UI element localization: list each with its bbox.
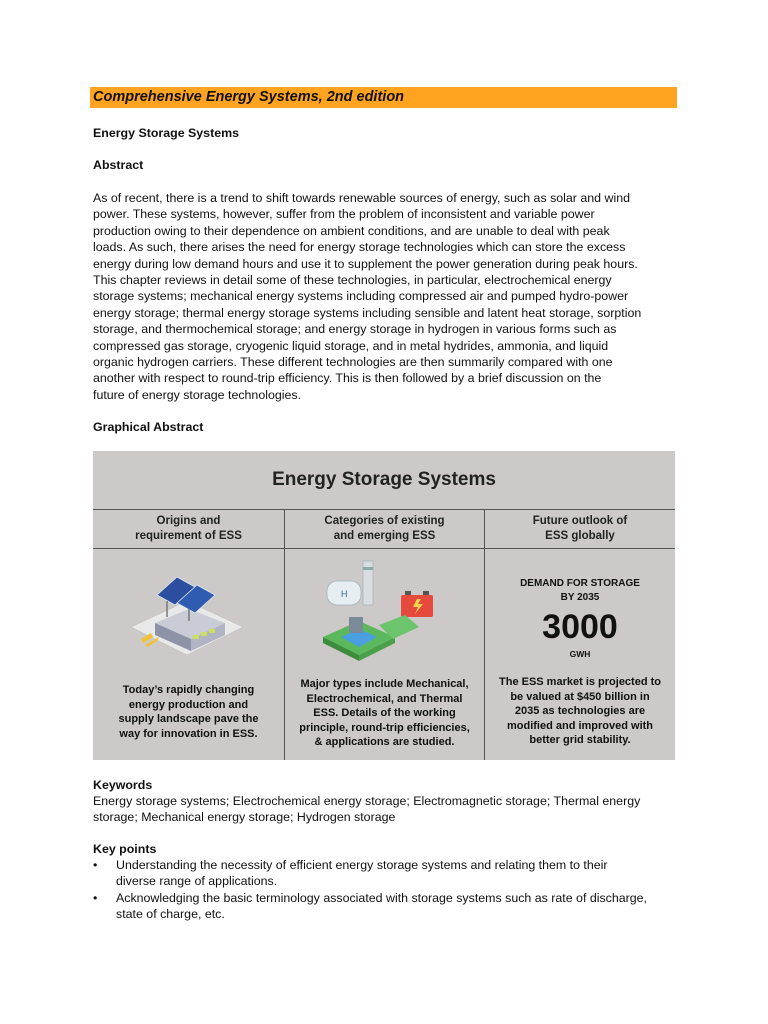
storage-types-icon xyxy=(319,557,451,667)
item-line: Acknowledging the basic terminology associated with storage systems such as rate of discharge, xyxy=(116,890,648,905)
header-line: and emerging ESS xyxy=(333,530,436,542)
keywords-line: Energy storage systems; Electrochemical energy storage; Electromagnetic storage; Thermal energy xyxy=(93,794,641,808)
description-line: & applications are studied. xyxy=(314,736,455,748)
description-line: supply landscape pave the xyxy=(118,713,259,725)
header-line: requirement of ESS xyxy=(135,530,242,542)
demand-line: DEMAND FOR STORAGE xyxy=(520,578,640,589)
abstract-line: As of recent, there is a trend to shift towards renewable sources of energy, such as solar and wind xyxy=(93,191,630,205)
header-line: ESS globally xyxy=(545,530,615,542)
description-line: principle, round-trip efficiencies, xyxy=(299,721,470,734)
demand-label xyxy=(485,577,675,605)
abstract-line: loads. As such, there arises the need for energy storage technologies which can store the excess xyxy=(93,240,626,255)
keywords-body xyxy=(93,793,678,826)
abstract-line: storage systems; mechanical energy systems including compressed air and pumped hydro-power xyxy=(93,289,629,304)
svg-text:H: H xyxy=(341,589,348,599)
divider xyxy=(93,548,675,549)
origins-description xyxy=(97,683,280,741)
list-item xyxy=(93,890,678,923)
abstract-line: future of energy storage technologies. xyxy=(93,387,302,402)
abstract-line: energy storage; thermal energy storage systems including sensible and latent heat storage, sorption xyxy=(93,305,642,320)
bullet-icon: • xyxy=(93,890,98,905)
header-line: Origins and xyxy=(156,515,221,527)
list-item xyxy=(93,857,678,890)
description-line: Today’s rapidly changing xyxy=(122,684,255,696)
abstract-line: energy during low demand hours and use it to supplement the power generation during peak hours. xyxy=(93,256,638,271)
graphical-abstract-heading: Graphical Abstract xyxy=(93,420,204,434)
outlook-description xyxy=(487,675,673,748)
column-header-outlook xyxy=(485,514,675,544)
abstract-body xyxy=(93,190,678,403)
description-line: Major types include Mechanical, xyxy=(300,678,469,690)
item-line: diverse range of applications. xyxy=(116,874,278,889)
header-line: Future outlook of xyxy=(532,515,628,527)
keywords-heading: Keywords xyxy=(93,778,153,792)
categories-description xyxy=(287,677,482,750)
description-line: 2035 as technologies are xyxy=(514,705,646,717)
keywords-line: storage; Mechanical energy storage; Hydrogen storage xyxy=(93,810,396,825)
description-line: ESS. Details of the working xyxy=(313,707,456,719)
chapter-title: Energy Storage Systems xyxy=(93,126,239,140)
description-line: modified and improved with xyxy=(506,719,654,732)
key-points-list xyxy=(93,857,678,923)
storage-demand-value: 3000 xyxy=(542,608,618,646)
key-points-heading: Key points xyxy=(93,842,157,856)
solar-house-icon xyxy=(127,565,247,663)
description-line: The ESS market is projected to xyxy=(499,676,661,688)
abstract-line: production owing to their dependence on ambient conditions, and are unable to deal with peak xyxy=(93,223,610,238)
item-line: state of charge, etc. xyxy=(116,907,225,922)
book-title-bar: Comprehensive Energy Systems, 2nd edition xyxy=(90,87,677,108)
abstract-line: compressed gas storage, cryogenic liquid storage, and in metal hydrides, ammonia, and liquid xyxy=(93,338,609,353)
divider xyxy=(93,509,675,510)
demand-line: BY 2035 xyxy=(560,592,600,603)
column-header-origins xyxy=(93,514,284,544)
description-line: be valued at $450 billion in xyxy=(510,690,650,703)
storage-demand-unit: GWH xyxy=(569,649,591,659)
header-line: Categories of existing xyxy=(324,515,445,527)
bullet-icon: • xyxy=(93,858,98,872)
description-line: better grid stability. xyxy=(529,734,631,746)
abstract-line: organic hydrogen carriers. These different technologies are then summarily compared with one xyxy=(93,355,613,370)
abstract-line: This chapter reviews in detail some of these technologies, in particular, electrochemical energy xyxy=(93,273,612,288)
item-line: Understanding the necessity of efficient energy storage systems and relating them to their xyxy=(116,858,608,872)
column-header-categories xyxy=(285,514,484,544)
figure-title: Energy Storage Systems xyxy=(272,469,496,490)
description-line: energy production and xyxy=(128,698,249,711)
abstract-heading: Abstract xyxy=(93,158,144,172)
abstract-line: storage, and thermochemical storage; and energy storage in hydrogen in various forms such as xyxy=(93,322,617,337)
description-line: way for innovation in ESS. xyxy=(119,727,258,740)
divider xyxy=(284,509,285,760)
graphical-abstract-figure xyxy=(93,451,675,760)
abstract-line: another with respect to round-trip efficiency. This is then followed by a brief discussion on the xyxy=(93,371,602,386)
abstract-line: power. These systems, however, suffer from the problem of inconsistent and variable power xyxy=(93,207,595,222)
description-line: Electrochemical, and Thermal xyxy=(306,692,463,705)
